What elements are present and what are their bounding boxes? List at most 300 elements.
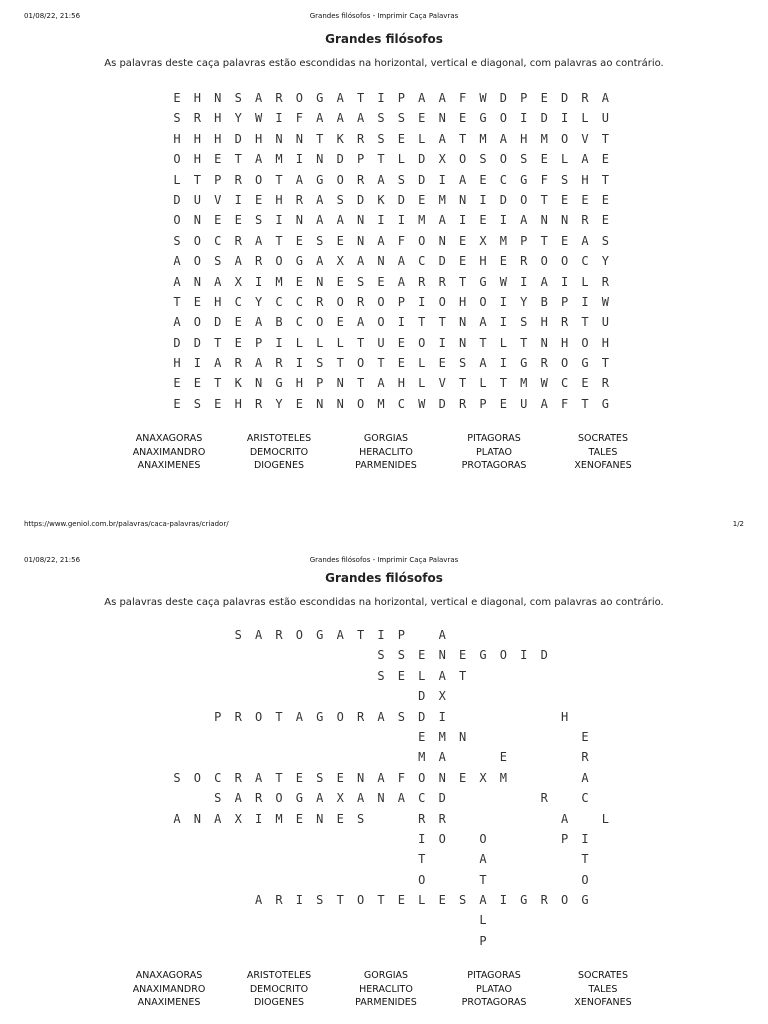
grid-letter: D [356,192,365,207]
word-list-item: GORGIAS [363,970,409,981]
grid-letter: M [377,396,385,411]
solution-letter: S [458,893,467,908]
grid-letter: T [356,376,365,391]
grid-letter: T [540,192,548,207]
grid-letter: Y [254,294,263,309]
grid-letter: E [458,111,467,126]
grid-letter: M [438,192,446,207]
solution-letter: N [316,811,324,826]
grid-letter: A [356,315,365,330]
word-list-item: SOCRATES [578,970,628,981]
grid-letter: N [356,213,365,228]
grid-letter: A [540,274,548,289]
word-list-item: SOCRATES [578,433,628,444]
grid-letter: G [316,91,324,105]
word-list-item: XENOFANES [574,997,632,1008]
grid-letter: A [173,254,181,269]
word-list-item: ANAXIMENES [137,997,201,1008]
grid-letter: E [458,233,467,248]
solution-letter: S [397,709,405,724]
solution-letter: G [316,709,324,724]
grid-letter: S [316,233,324,248]
solution-letter: P [560,831,569,846]
grid-letter: R [254,396,263,411]
grid-letter: Y [601,254,609,269]
word-list-item: PARMENIDES [355,997,417,1008]
grid-letter: D [336,152,344,167]
grid-letter: I [499,315,507,330]
solution-letter: A [377,770,385,785]
grid-letter: A [377,376,385,391]
grid-letter: N [193,274,201,289]
grid-letter: W [418,396,426,411]
grid-letter: N [458,192,467,207]
solution-letter: A [479,852,487,867]
solution-letter: E [295,811,303,826]
grid-letter: T [438,315,446,330]
grid-letter: O [356,396,365,411]
grid-letter: V [581,131,589,146]
solution-letter: X [234,811,242,826]
solution-letter: R [581,750,589,765]
solution-letter: P [479,933,487,948]
word-list-item: TALES [588,983,618,995]
grid-letter: T [458,274,467,289]
word-list-item: ANAXAGORAS [135,970,203,981]
grid-letter: I [499,294,507,309]
solution-letter: I [499,893,507,908]
grid-letter: E [499,396,507,411]
grid-letter: E [601,152,609,167]
grid-letter: O [520,192,528,207]
word-list-item: TALES [588,446,618,458]
word-list-item: ANAXAGORAS [135,433,203,444]
solution-letter: T [336,893,344,908]
grid-letter: D [499,91,507,105]
grid-letter: T [377,356,385,371]
grid-letter: E [377,274,385,289]
grid-letter: I [581,294,589,309]
grid-letter: T [601,172,609,187]
grid-letter: S [336,192,344,207]
grid-letter: T [234,152,242,167]
grid-letter: P [397,91,405,105]
grid-letter: O [560,254,569,269]
grid-letter: S [316,356,324,371]
grid-letter: R [520,254,528,269]
solution-letter: E [418,648,426,663]
word-list-item: HERACLITO [359,983,413,995]
word-list-item: PITAGORAS [467,433,521,444]
grid-letter: F [458,91,467,105]
grid-letter: N [458,315,467,330]
solution-letter: O [356,893,365,908]
grid-letter: P [560,294,569,309]
grid-letter: O [438,294,446,309]
grid-letter: R [601,376,609,391]
grid-letter: N [438,111,446,126]
grid-letter: I [234,192,242,207]
grid-letter: O [581,335,589,350]
grid-letter: O [295,91,303,105]
grid-letter: R [254,254,263,269]
grid-letter: I [397,213,405,228]
grid-letter: A [418,91,426,105]
puzzle-subtitle: As palavras deste caça palavras estão escondidas na horizontal, vertical e diagonal, com palavras ao contrário. [104,58,664,69]
grid-letter: U [377,335,385,350]
grid-letter: P [356,152,365,167]
grid-letter: E [458,254,467,269]
solution-letter: S [377,668,385,683]
grid-letter: I [275,335,283,350]
solution-letter: O [418,872,426,887]
grid-letter: H [193,91,201,105]
grid-letter: H [397,376,405,391]
grid-letter: T [356,335,365,350]
grid-letter: K [336,131,344,146]
grid-letter: N [356,233,365,248]
solution-letter: S [356,811,365,826]
solution-letter: S [397,648,405,663]
grid-letter: I [479,192,487,207]
grid-letter: R [234,356,242,371]
grid-letter: S [173,233,181,248]
solution-letter: L [418,893,426,908]
grid-letter: S [520,315,528,330]
word-list-item: ANAXIMANDRO [132,446,206,458]
grid-letter: O [173,213,181,228]
solution-letter: A [234,791,242,806]
grid-letter: A [377,172,385,187]
grid-letter: S [214,254,222,269]
grid-letter: O [560,356,569,371]
solution-letter: C [418,791,426,806]
grid-letter: E [499,254,507,269]
solution-letter: S [214,791,222,806]
grid-letter: I [520,274,528,289]
grid-letter: D [234,131,242,146]
grid-letter: N [214,91,222,105]
grid-letter: M [540,131,548,146]
grid-letter: M [479,131,487,146]
grid-letter: C [234,294,242,309]
grid-letter: H [173,131,181,146]
grid-letter: I [560,111,569,126]
grid-letter: O [560,131,569,146]
solution-letter: O [336,709,344,724]
grid-letter: H [295,376,303,391]
grid-letter: E [418,192,426,207]
solution-letter: D [418,709,426,724]
solution-letter: I [295,893,303,908]
grid-letter: A [479,315,487,330]
grid-letter: I [295,152,303,167]
grid-letter: P [520,233,528,248]
grid-letter: S [173,111,181,126]
grid-letter: E [254,192,263,207]
grid-letter: O [193,233,201,248]
grid-letter: E [581,376,589,391]
solution-letter: D [540,648,548,663]
grid-letter: T [540,233,548,248]
solution-letter: S [234,628,242,642]
grid-letter: R [438,274,446,289]
grid-letter: A [254,356,263,371]
grid-letter: O [356,356,365,371]
solution-letter: O [560,893,569,908]
grid-letter: A [438,91,446,105]
grid-letter: X [336,254,344,269]
grid-letter: T [499,376,507,391]
solution-letter: T [418,852,426,867]
solution-letter: S [316,770,324,785]
grid-letter: P [254,335,263,350]
solution-letter: E [295,770,303,785]
grid-letter: P [316,376,324,391]
grid-letter: A [336,111,344,126]
grid-letter: E [234,335,242,350]
grid-letter: H [520,131,528,146]
word-list-item: ANAXIMANDRO [132,983,206,995]
solution-letter: T [479,872,487,887]
grid-letter: D [438,396,446,411]
solution-letter: N [458,729,467,744]
grid-letter: G [316,172,324,187]
grid-letter: E [601,192,609,207]
solution-letter: A [560,811,569,826]
grid-letter: A [254,315,263,330]
solution-letter: H [560,709,569,724]
grid-letter: W [540,376,548,391]
grid-letter: O [499,152,507,167]
grid-letter: A [295,172,303,187]
grid-letter: O [193,315,201,330]
grid-letter: O [479,294,487,309]
grid-letter: A [540,396,548,411]
solution-letter: E [499,750,507,765]
grid-letter: H [254,131,263,146]
solution-letter: N [377,791,385,806]
grid-letter: C [581,254,589,269]
grid-letter: E [540,91,548,105]
grid-letter: G [520,356,528,371]
grid-letter: T [520,335,528,350]
grid-letter: T [275,233,283,248]
grid-letter: O [254,172,263,187]
grid-letter: A [397,274,405,289]
solution-letter: A [254,893,263,908]
grid-letter: E [295,274,303,289]
grid-letter: S [601,233,609,248]
solution-letter: G [581,893,589,908]
grid-letter: I [193,356,201,371]
grid-letter: L [581,274,589,289]
grid-letter: A [316,192,324,207]
solution-letter: E [336,770,344,785]
solution-letter: D [438,791,446,806]
grid-letter: O [499,111,507,126]
grid-letter: N [275,131,283,146]
solution-letter: A [581,770,589,785]
grid-letter: X [479,233,487,248]
grid-letter: C [560,376,569,391]
grid-letter: R [601,274,609,289]
grid-letter: L [397,152,405,167]
solution-letter: A [438,628,446,642]
word-list-item: ANAXIMENES [137,460,201,471]
grid-letter: E [193,376,201,391]
grid-letter: C [397,396,405,411]
word-list-item: DIOGENES [253,997,305,1008]
solution-letter: M [275,811,283,826]
grid-letter: I [499,356,507,371]
grid-letter: M [275,274,283,289]
grid-letter: R [295,192,303,207]
grid-letter: A [214,356,222,371]
solution-letter: X [336,791,344,806]
grid-letter: E [234,213,242,228]
grid-letter: E [214,152,222,167]
grid-letter: M [499,233,507,248]
word-list-item: PLATAO [476,446,512,458]
grid-letter: E [336,274,344,289]
solution-letter: I [581,831,589,846]
grid-letter: G [601,396,609,411]
grid-letter: T [173,294,181,309]
grid-letter: A [397,254,405,269]
grid-letter: T [214,335,222,350]
grid-letter: O [193,254,201,269]
solution-letter: L [601,811,609,826]
grid-letter: T [581,315,589,330]
grid-letter: L [173,172,181,187]
grid-letter: T [601,356,609,371]
grid-letter: C [295,294,303,309]
grid-letter: A [581,233,589,248]
word-list [0,432,768,477]
print-url[interactable]: https://www.geniol.com.br/palavras/caca-palavras/criador/ [24,520,229,528]
solution-letter: O [479,831,487,846]
grid-letter: A [377,233,385,248]
word-list-item: DEMOCRITO [249,446,309,458]
grid-letter: E [336,315,344,330]
solution-letter: R [254,791,263,806]
grid-letter: E [438,356,446,371]
solution-letter: R [540,893,548,908]
grid-letter: H [193,152,201,167]
grid-letter: P [479,396,487,411]
puzzle-title: Grandes filósofos [325,32,443,46]
word-list-item: ARISTOTELES [246,970,312,981]
solution-letter: R [356,709,365,724]
word-list-item: PITAGORAS [467,970,521,981]
solution-letter: A [356,791,365,806]
solution-letter: A [173,811,181,826]
solution-letter: A [336,628,344,642]
grid-letter: D [560,91,569,105]
grid-letter: D [397,192,405,207]
grid-letter: P [397,294,405,309]
solution-letter: O [254,709,263,724]
grid-letter: M [418,213,426,228]
solution-letter: I [377,628,385,642]
solution-letter: R [418,811,426,826]
grid-letter: S [377,131,385,146]
grid-letter: E [418,111,426,126]
grid-letter: D [418,172,426,187]
grid-letter: R [356,172,365,187]
solution-letter: C [214,770,222,785]
solution-letter: E [458,648,467,663]
grid-letter: N [316,274,324,289]
grid-letter: F [540,172,548,187]
solution-letter: X [479,770,487,785]
grid-letter: G [520,172,528,187]
grid-letter: A [356,254,365,269]
solution-letter: T [275,770,283,785]
grid-letter: E [173,396,181,411]
grid-letter: H [214,111,222,126]
grid-letter: O [458,152,467,167]
grid-letter: N [316,396,324,411]
grid-letter: T [377,152,385,167]
grid-letter: A [356,111,365,126]
grid-letter: A [316,213,324,228]
grid-letter: D [214,315,222,330]
grid-letter: E [214,396,222,411]
grid-letter: S [520,152,528,167]
grid-letter: E [601,213,609,228]
grid-letter: R [275,356,283,371]
grid-letter: R [560,315,569,330]
grid-letter: I [377,91,385,105]
grid-letter: U [601,111,609,126]
solution-letter: E [336,811,344,826]
grid-letter: F [397,233,405,248]
solution-letter: C [581,791,589,806]
grid-letter: E [336,233,344,248]
grid-letter: D [418,152,426,167]
grid-letter: R [356,294,365,309]
grid-letter: N [193,213,201,228]
solution-letter: A [254,628,263,642]
solution-letter: L [479,913,487,928]
solution-letter: D [418,689,426,704]
grid-letter: T [193,172,201,187]
solution-letter: R [540,791,548,806]
grid-letter: H [479,254,487,269]
grid-letter: S [397,111,405,126]
solution-letter: O [295,628,303,642]
solution-letter: E [418,729,426,744]
grid-letter: N [254,376,263,391]
grid-letter: D [173,335,181,350]
grid-letter: L [499,335,507,350]
grid-letter: E [173,91,181,105]
grid-letter: H [458,294,467,309]
grid-letter: A [254,91,263,105]
grid-letter: S [356,274,365,289]
grid-letter: E [581,192,589,207]
solution-letter: R [275,628,283,642]
grid-letter: B [540,294,548,309]
grid-letter: A [438,213,446,228]
grid-letter: S [377,111,385,126]
grid-letter: N [438,233,446,248]
grid-letter: Y [234,111,242,126]
grid-letter: I [397,315,405,330]
solution-letter: E [397,893,405,908]
